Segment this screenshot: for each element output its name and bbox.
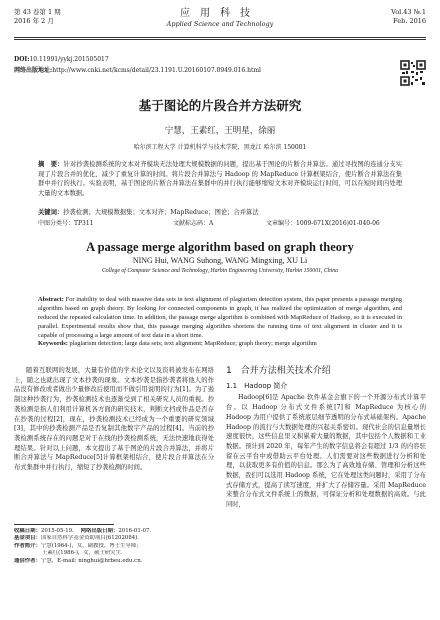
doi-value[interactable]: 10.11991/yykj.201505017 bbox=[29, 56, 109, 63]
fund-text: 国家自然科学基金资助项目(61202084). bbox=[40, 535, 140, 542]
intro-paragraph: 随着互联网的发展，大量有价值的学术论文以及资料被发布在网络上，随之也就出现了文本抄袭的现象。文本抄袭是指抄袭者将他人的作品没有修改或者做出少量修改后使用而不做引用说明的行为[1]。为了遏制这种抄袭行为，抄袭检测技术也逐渐受到了相关研究人员的重视。抄袭检测是指人们利用计算机各方面的研究技术，判断文档或作品是否存在抄袭的过程[2]，现在，抄袭检测技术已经成为一个重要的研究领域[3]，其中的抄袭检测产品是否复制其他数字产品的过程[4]。当前的抄袭检测系统存在的问题是对于在线的抄袭检测系统，无法快速地获得处理结果。针对以上问题，本文提出了基于图论的片段合并算法，并将片断合并算法与 MapReduce[5]计算框架相结合，使片段合并算法在分布式集群中并行执行，缩短了抄袭检测的时间。 bbox=[14, 367, 214, 472]
abstract-cn bbox=[38, 160, 402, 198]
online-date: 2016-01-07. bbox=[118, 528, 152, 534]
issue-date-en: Feb. 2016 bbox=[393, 17, 426, 25]
keywords-cn bbox=[38, 208, 402, 217]
keywords-cn-label: 关键词： bbox=[38, 209, 64, 216]
corr-row bbox=[14, 558, 214, 565]
corr-label: 通信作者： bbox=[14, 557, 41, 564]
issue-date: 2016 年 2 月 bbox=[14, 17, 54, 25]
doi-line bbox=[14, 55, 109, 64]
url-value[interactable]: http://www.cnki.net/kcms/detail/23.1191.U.20160107.0949.016.html bbox=[52, 67, 261, 74]
authors-en: NING Hui, WANG Suhong, WANG Mingxing, XU Li bbox=[132, 256, 308, 265]
paper-title-en: A passage merge algorithm based on graph theory bbox=[86, 240, 354, 254]
header-rule-thin bbox=[14, 39, 426, 40]
hadoop-paragraph: Hadoop[6]是 Apache 软件基金会旗下的一个开源分布式计算平台。以 Hadoop 分布式文件系统[7]和 MapReduce 为核心的 Hadoop 为用户提供了系统底层细节透明的分布式基础架构。Apache Hadoop 的流行与大数据处理的兴起关系密切。现代社会的信息量增长速度很快，这些信息里又积累着大量的数据，其中包括个人数据和工业数据。预计到 2020 年，每年产生的数字信息将会有超过 1/3 的内容驻留在云平台中或借助云平台处理。人们需要对这些数据进行分析和处理，以获取更多有价值的信息。那么为了高效地存储、管理和分析这些数据，我们可以选用 Hadoop 系统，它在处理这类问题时，采用了分布式存储方式，提高了读写速度，并扩大了存储容量。采用 MapReduce 来整合分布式文件系统上的数据，可保证分析和处理数据的高效。与此同时， bbox=[226, 394, 426, 509]
footnote bbox=[14, 528, 214, 565]
section-heading: 1 合并方法相关技术介绍 bbox=[226, 366, 331, 376]
received-label: 收稿日期： bbox=[14, 528, 41, 534]
footnote-rule bbox=[14, 524, 114, 525]
author2-text: 王素红(1986-)，女，硕士研究生. bbox=[42, 550, 123, 557]
abstract-en bbox=[38, 295, 402, 340]
clc-number: 中图分类号：TP311 bbox=[38, 220, 94, 227]
abstract-en-label: Abstract: bbox=[38, 296, 64, 303]
received-date: 2015-05-19. bbox=[40, 528, 74, 534]
document-code: 文献标志码：A bbox=[173, 220, 214, 227]
header-right bbox=[391, 8, 426, 26]
running-header bbox=[14, 8, 426, 34]
corr-text: 宁慧，E-mail: ninghui@hrbeu.edu.cn. bbox=[40, 557, 143, 564]
affiliation-cn: 哈尔滨工程大学 计算机科学与技术学院，黑龙江 哈尔滨 150001 bbox=[133, 144, 307, 151]
keywords-en bbox=[38, 339, 402, 348]
keywords-en-text: plagiarism detection; large data sets; text alignment; MapReduce; graph theory; merge algorithm bbox=[69, 340, 317, 347]
keywords-cn-text: 抄袭检测；大规模数据集；文本对齐；MapReduce；图论；合并算法 bbox=[63, 209, 259, 216]
affiliation-en: College of Computer Science and Technology, Harbin Engineering University, Harbin 150001, China bbox=[101, 268, 339, 274]
header-rule bbox=[14, 37, 426, 38]
volume-issue: 第 43 卷第 1 期 bbox=[14, 8, 61, 16]
article-number: 文章编号：1009-671X(2016)01-040-06 bbox=[266, 220, 380, 227]
abstract-en-text: For inability to deal with massive data sets in text alignment of plagiarism detection system, this paper presents a passage merging algorithm based on graph theory. By looking for connected components in graph, it has realized the optimization of merge algorithm, and reduced the repeated calculation time. In addition, the passage merge algorithm is combined with MapReduce of Hadoop, so it is executed in parallel. Experimental results show that, this passage merging algorithm shortens the running time of text alignment in cluster and it is capable of processing a large amount of text data in a short time. bbox=[38, 296, 402, 339]
url-label: 网络出版地址: bbox=[14, 67, 53, 74]
url-line bbox=[14, 66, 261, 75]
qr-code-icon bbox=[400, 60, 426, 86]
paper-title-cn: 基于图论的片段合并方法研究 bbox=[138, 98, 302, 113]
author-row bbox=[14, 543, 214, 550]
fund-row bbox=[14, 535, 214, 542]
body-left-column bbox=[14, 366, 214, 473]
author-row-2 bbox=[14, 550, 214, 557]
online-label: 网络出版日期： bbox=[80, 528, 119, 534]
volume-issue-en: Vol.43 №.1 bbox=[391, 8, 426, 16]
journal-name-en: Applied Science and Technology bbox=[166, 20, 274, 28]
fund-label: 基金项目： bbox=[14, 535, 41, 542]
header-center bbox=[14, 8, 426, 29]
doi-label: DOI: bbox=[14, 56, 30, 63]
abstract-cn-label: 摘 要： bbox=[38, 161, 64, 168]
received-row bbox=[14, 528, 214, 535]
authors-cn: 宁慧，王素红，王明星，徐丽 bbox=[164, 126, 276, 136]
journal-name-cn: 应用科技 bbox=[180, 8, 260, 19]
author-label: 作者简介： bbox=[14, 542, 41, 549]
subsection-heading: 1.1 Hadoop 简介 bbox=[226, 381, 288, 390]
body-right-column bbox=[226, 366, 426, 510]
abstract-cn-text: 针对抄袭检测系统的文本对齐模块无法处理大规模数据的问题，提出基于图论的片断合并算法。通过寻找图的连通分支实现了片段合并的优化，减少了重复计算的时间。将片段合并算法与 Hadoop 的 MapReduce 计算框架结合，使片断合并算法在集群中并行的执行。实验表明，基于图论的片断合并算法在集群中的并行执行能够缩短文本对齐模块运行时间，可以在短时间内处理大量的文本数据。 bbox=[38, 161, 403, 197]
author1-text: 宁慧(1964-)，女，副教授，博士生导师； bbox=[40, 542, 142, 549]
keywords-en-label: Keywords: bbox=[38, 340, 68, 347]
